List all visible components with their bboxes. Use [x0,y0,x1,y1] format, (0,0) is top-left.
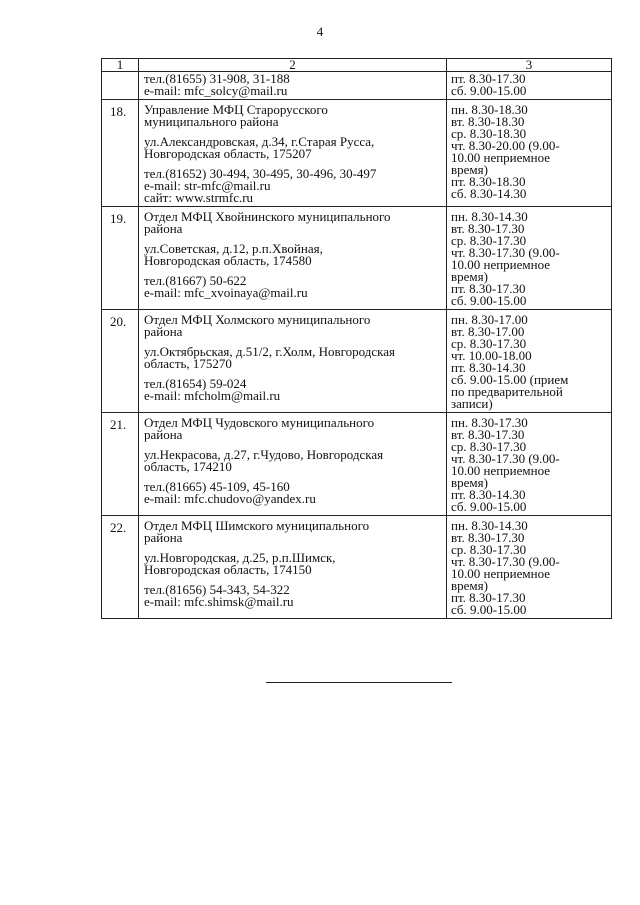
working-hours-line: чт. 10.00-18.00 [451,348,532,363]
working-hours-line: ср. 8.30-17.30 [451,336,527,351]
mfc-offices-table [101,58,612,619]
working-hours-line: пн. 8.30-18.30 [451,102,528,117]
office-name-line: Управление МФЦ Старорусского [144,102,328,117]
working-hours-line: пн. 8.30-14.30 [451,518,528,533]
office-name-line: Отдел МФЦ Чудовского муниципального [144,415,375,430]
working-hours-line: вт. 8.30-18.30 [451,114,525,129]
office-name-line: района [144,221,183,236]
office-details-cell [139,413,447,516]
office-contact-line: e-mail: mfc_xvoinaya@mail.ru [144,285,308,300]
working-hours-line: пт. 8.30-18.30 [451,174,526,189]
office-name-line: Отдел МФЦ Шимского муниципального [144,518,370,533]
working-hours-line: вт. 8.30-17.30 [451,530,525,545]
office-address-line: ул.Октябрьская, д.51/2, г.Холм, Новгородская [144,344,395,359]
row-number: 18. [102,100,139,207]
page-number: 4 [316,24,324,39]
office-address-line: ул.Новгородская, д.25, р.п.Шимск, [144,550,336,565]
working-hours-line: пн. 8.30-17.30 [451,415,528,430]
office-name-line: Отдел МФЦ Хвойнинского муниципального [144,209,391,224]
working-hours-line: сб. 8.30-14.30 [451,186,527,201]
office-details-cell [139,310,447,413]
header-col-2: 2 [139,59,447,72]
office-contact-line: тел.(81654) 59-024 [144,376,247,391]
office-address-line: область, 174210 [144,459,232,474]
working-hours-line: пн. 8.30-14.30 [451,209,528,224]
working-hours-line: по предварительной [451,384,563,399]
working-hours-line: время) [451,475,488,490]
header-col-3: 3 [447,59,612,72]
working-hours-line: сб. 9.00-15.00 [451,602,527,617]
working-hours-line: чт. 8.30-20.00 (9.00- [451,138,560,153]
office-address-line: Новгородская область, 175207 [144,146,312,161]
working-hours-line: ср. 8.30-18.30 [451,126,527,141]
row-number: 22. [102,516,139,619]
working-hours-line: чт. 8.30-17.30 (9.00- [451,451,560,466]
working-hours-line: ср. 8.30-17.30 [451,233,527,248]
working-hours-line: время) [451,269,488,284]
working-hours-cell [447,310,612,413]
office-contact-line: e-mail: mfc_solcy@mail.ru [144,83,288,98]
office-contact-line: e-mail: mfc.shimsk@mail.ru [144,594,294,609]
row-number: 21. [102,413,139,516]
working-hours-line: чт. 8.30-17.30 (9.00- [451,245,560,260]
working-hours-cell [447,72,612,100]
working-hours-cell [447,207,612,310]
office-name-line: района [144,530,183,545]
working-hours-line: время) [451,578,488,593]
working-hours-line: время) [451,162,488,177]
end-of-table-rule [266,682,452,683]
header-col-1: 1 [102,59,139,72]
working-hours-line: 10.00 неприемное [451,257,551,272]
working-hours-line: сб. 9.00-15.00 [451,83,527,98]
working-hours-line: чт. 8.30-17.30 (9.00- [451,554,560,569]
working-hours-line: сб. 9.00-15.00 [451,293,527,308]
table-row [102,516,612,619]
working-hours-cell [447,413,612,516]
office-details-cell [139,100,447,207]
office-contact-line: тел.(81665) 45-109, 45-160 [144,479,290,494]
working-hours-cell [447,516,612,619]
office-contact-line: e-mail: mfc.chudovo@yandex.ru [144,491,316,506]
row-number: 19. [102,207,139,310]
working-hours-line: пт. 8.30-17.30 [451,590,526,605]
working-hours-line: 10.00 неприемное [451,150,551,165]
office-contact-line: тел.(81652) 30-494, 30-495, 30-496, 30-497 [144,166,377,181]
office-name-line: района [144,324,183,339]
working-hours-line: вт. 8.30-17.00 [451,324,525,339]
working-hours-cell [447,100,612,207]
working-hours-line: вт. 8.30-17.30 [451,221,525,236]
working-hours-line: пт. 8.30-17.30 [451,281,526,296]
office-address-line: ул.Александровская, д.34, г.Старая Русса, [144,134,375,149]
office-address-line: область, 175270 [144,356,232,371]
office-contact-line: тел.(81667) 50-622 [144,273,247,288]
working-hours-line: 10.00 неприемное [451,463,551,478]
office-contact-line: сайт: www.strmfc.ru [144,190,254,205]
table-row [102,310,612,413]
office-contact-line: тел.(81655) 31-908, 31-188 [144,71,290,86]
row-number: 20. [102,310,139,413]
office-contact-line: e-mail: str-mfc@mail.ru [144,178,271,193]
office-address-line: ул.Некрасова, д.27, г.Чудово, Новгородская [144,447,384,462]
office-details-cell [139,72,447,100]
working-hours-line: сб. 9.00-15.00 (прием [451,372,569,387]
working-hours-line: записи) [451,396,493,411]
office-name-line: района [144,427,183,442]
working-hours-line: вт. 8.30-17.30 [451,427,525,442]
working-hours-line: сб. 9.00-15.00 [451,499,527,514]
working-hours-line: 10.00 неприемное [451,566,551,581]
office-details-cell [139,207,447,310]
office-address-line: ул.Советская, д.12, р.п.Хвойная, [144,241,323,256]
office-contact-line: e-mail: mfcholm@mail.ru [144,388,281,403]
table-row [102,207,612,310]
working-hours-line: пт. 8.30-14.30 [451,487,526,502]
office-contact-line: тел.(81656) 54-343, 54-322 [144,582,290,597]
working-hours-line: пн. 8.30-17.00 [451,312,528,327]
working-hours-line: пт. 8.30-14.30 [451,360,526,375]
working-hours-line: ср. 8.30-17.30 [451,439,527,454]
table-row [102,413,612,516]
table-header-row [102,59,612,72]
office-details-cell [139,516,447,619]
working-hours-line: пт. 8.30-17.30 [451,71,526,86]
office-name-line: Отдел МФЦ Холмского муниципального [144,312,371,327]
table-row [102,72,612,100]
office-address-line: Новгородская область, 174150 [144,562,312,577]
office-address-line: Новгородская область, 174580 [144,253,312,268]
working-hours-line: ср. 8.30-17.30 [451,542,527,557]
table-row [102,100,612,207]
office-name-line: муниципального района [144,114,279,129]
row-number [102,72,139,100]
